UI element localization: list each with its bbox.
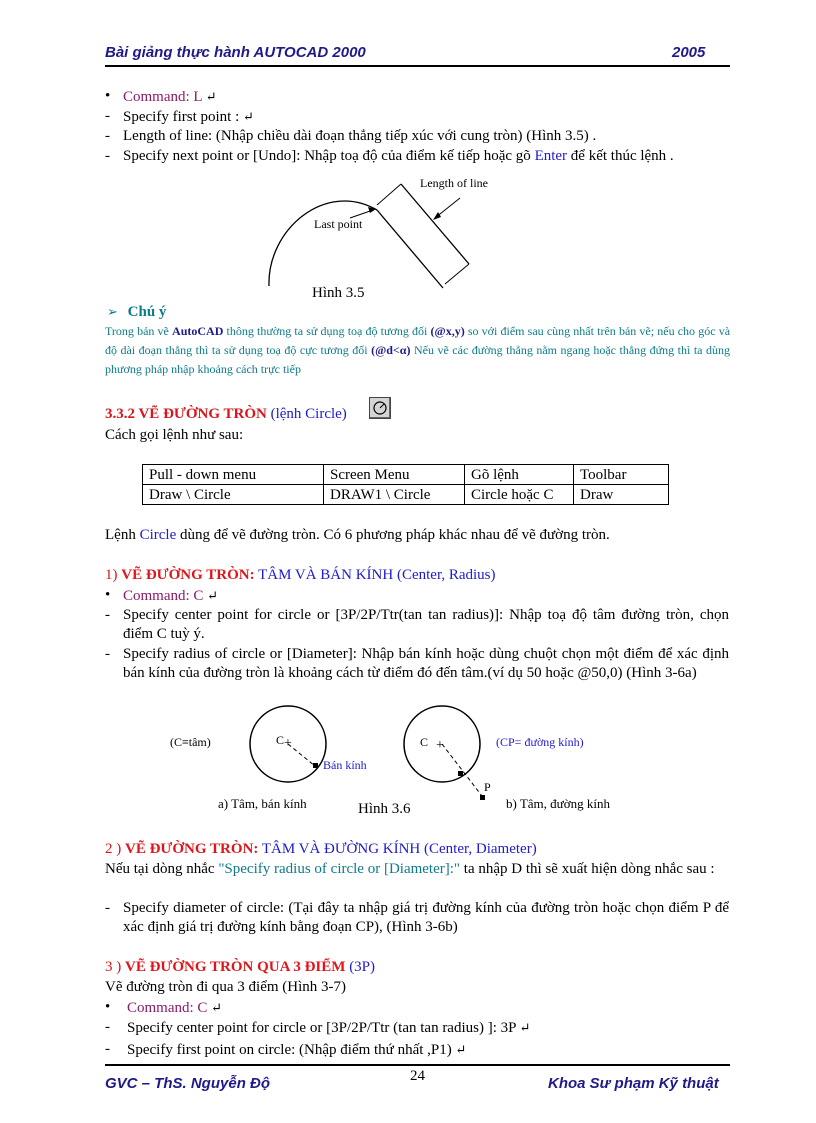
enter-symbol: ↵	[207, 588, 219, 603]
method-title-blue: (3P)	[349, 959, 376, 975]
table-cell: DRAW1 \ Circle	[324, 485, 465, 505]
section-heading	[105, 406, 347, 423]
table-cell: Draw \ Circle	[143, 485, 324, 505]
intro-b: dùng để vẽ đường tròn. Có 6 phương pháp khác nhau để vẽ đường tròn.	[179, 527, 610, 543]
method-1-title	[105, 566, 730, 585]
dash: -	[105, 1041, 110, 1057]
enter-symbol: ↵	[243, 109, 254, 124]
figure-3-6-caption: Hình 3.6	[358, 801, 411, 817]
dash: -	[105, 128, 110, 144]
note-title-text: Chú ý	[127, 304, 167, 320]
cp-label: (CP= đường kính)	[496, 735, 584, 749]
footer-rule	[105, 1064, 730, 1066]
command-line	[127, 998, 733, 1018]
enter-symbol: ↵	[519, 1020, 531, 1035]
radius-line: Specify radius of circle or [Diameter]: Nhập bán kính hoặc dùng chuột chọn một điểm để xác định bán kính của đường tròn là khoảng cách từ điểm đó đến tâm.(ví dụ 50 hoặc @50,0) (Hình 3-6a)	[123, 646, 729, 681]
arrow-head	[433, 212, 441, 220]
next-point-end: để kết thúc lệnh .	[570, 148, 674, 164]
command-table	[142, 464, 669, 505]
caption-a: a) Tâm, bán kính	[218, 796, 307, 811]
note-text: Trong bản vẽ	[105, 324, 169, 338]
table-cell: Draw	[574, 485, 669, 505]
m2-text-b: ta nhập D thì sẽ xuất hiện dòng nhắc sau :	[463, 861, 715, 877]
bullet: •	[105, 88, 111, 104]
diameter-line	[442, 744, 482, 796]
note-bold: (@d<α)	[371, 343, 411, 357]
point-p	[480, 795, 485, 800]
center-line: Specify center point for circle or [3P/2P/Ttr(tan tan radius)]: Nhập toạ độ tâm đường tròn, chọn điểm C tuỳ ý.	[123, 607, 729, 642]
enter-symbol: ↵	[455, 1042, 467, 1057]
m2-prompt: "Specify radius of circle or [Diameter]:"	[218, 861, 461, 877]
method-3-desc: Vẽ đường tròn đi qua 3 điểm (Hình 3-7)	[105, 979, 347, 995]
method-num: 1)	[105, 567, 118, 583]
intro-line	[105, 526, 730, 545]
table-row	[143, 485, 669, 505]
intro-a: Lệnh	[105, 527, 136, 543]
next-point-line	[123, 147, 729, 166]
note-text: so với điểm sau cùng nhất trên bản vẽ; nếu cho góc và độ dài đoạn thẳng thì ta sử dụng toạ độ cực tương đối	[105, 324, 731, 357]
diameter-midpoint	[458, 771, 463, 776]
method-title-blue: TÂM VÀ ĐƯỜNG KÍNH (Center, Diameter)	[261, 841, 537, 857]
footer-author: GVC – ThS. Nguyễn Độ	[105, 1075, 271, 1092]
first-point-3p-text: Specify first point on circle: (Nhập điểm thứ nhất ,P1)	[127, 1042, 452, 1058]
first-point-3p-line	[127, 1040, 733, 1060]
footer-faculty: Khoa Sư phạm Kỹ thuật	[548, 1075, 719, 1092]
note-title	[107, 304, 166, 321]
method-3-title	[105, 958, 730, 977]
method-num: 2 )	[105, 841, 122, 857]
center-3p-line	[127, 1018, 733, 1038]
method-2-text	[105, 860, 730, 879]
figure-3-5	[255, 170, 515, 310]
note-text: Nếu vẽ các đường thẳng nằm ngang hoặc thẳng đứng thì ta dùng phương pháp nhập khoảng cách trực tiếp	[105, 343, 731, 376]
table-cell: Toolbar	[574, 465, 669, 485]
note-bold: (@x,y)	[430, 324, 465, 338]
note-text: thông thường ta sử dụng toạ độ tương đối	[223, 324, 428, 338]
extension-line	[377, 184, 401, 205]
table-cell: Circle hoặc C	[465, 485, 574, 505]
command-line	[123, 87, 729, 107]
note-body	[105, 322, 730, 379]
section-title: 3.3.2 VẼ ĐƯỜNG TRÒN	[105, 406, 267, 422]
last-point-label: Last point	[314, 217, 363, 231]
section-cmd: (lệnh Circle)	[270, 406, 347, 422]
header-title: Bài giảng thực hành AUTOCAD 2000	[105, 44, 366, 61]
method-title-red: VẼ ĐƯỜNG TRÒN:	[121, 567, 255, 583]
enter-symbol: ↵	[211, 1000, 223, 1015]
enter-keyword: Enter	[534, 148, 568, 164]
note-bold: AutoCAD	[172, 324, 224, 338]
center-c-label: C	[276, 733, 285, 747]
center-3p-text: Specify center point for circle or [3P/2P/Ttr (tan tan radius) ]: 3P	[127, 1020, 516, 1036]
dash: -	[105, 646, 110, 662]
method-title-blue: TÂM VÀ BÁN KÍNH (Center, Radius)	[258, 567, 496, 583]
dash: -	[105, 900, 110, 916]
table-header-row	[143, 465, 669, 485]
p-label: P	[484, 780, 491, 794]
circle-toolbar-icon[interactable]	[369, 397, 391, 419]
dash: -	[105, 1019, 110, 1035]
intro-circle: Circle	[139, 527, 177, 543]
radius-line	[288, 744, 315, 766]
radius-endpoint	[313, 763, 318, 768]
diameter-line-text: Specify diameter of circle: (Tại đây ta nhập giá trị đường kính của đường tròn hoặc chọn điểm P để xác định giá trị đường kính bằng đoạn CP), (Hình 3-6b)	[123, 900, 729, 935]
c-equals-label: (C≡tâm)	[170, 735, 211, 749]
extension-line	[445, 264, 469, 284]
center-mark: +	[284, 736, 292, 751]
figure-3-5-caption: Hình 3.5	[312, 285, 365, 301]
next-point-text: Specify next point or [Undo]: Nhập toạ độ của điểm kế tiếp hoặc gõ	[123, 148, 531, 164]
dash: -	[105, 148, 110, 164]
bullet: •	[105, 999, 111, 1015]
dimension-line	[401, 184, 469, 264]
method-num: 3 )	[105, 959, 122, 975]
method-title-red: VẼ ĐƯỜNG TRÒN QUA 3 ĐIỂM	[125, 959, 346, 975]
method-2-title	[105, 840, 730, 859]
length-line: Length of line: (Nhập chiều dài đoạn thẳng tiếp xúc với cung tròn) (Hình 3.5) .	[123, 128, 597, 144]
table-cell: Pull - down menu	[143, 465, 324, 485]
first-point-line	[123, 107, 729, 127]
center-c2-label: C	[420, 735, 429, 749]
command-text: Command: C	[123, 588, 204, 604]
call-how: Cách gọi lệnh như sau:	[105, 427, 244, 443]
length-of-line-label: Length of line	[420, 176, 488, 190]
command-text: Command: L	[123, 89, 203, 105]
table-cell: Screen Menu	[324, 465, 465, 485]
dash: -	[105, 108, 110, 124]
command-text: Command: C	[127, 1000, 208, 1016]
enter-symbol: ↵	[205, 89, 217, 104]
header-rule	[105, 65, 730, 67]
bullet: •	[105, 587, 111, 603]
caption-b: b) Tâm, đường kính	[506, 796, 610, 811]
ban-kinh-label: Bán kính	[323, 758, 367, 772]
first-point-text: Specify first point :	[123, 109, 240, 125]
m2-text-a: Nếu tại dòng nhắc	[105, 861, 215, 877]
center-mark: +	[436, 738, 444, 753]
command-line	[123, 586, 729, 606]
page-number: 24	[410, 1068, 425, 1084]
method-title-red: VẼ ĐƯỜNG TRÒN:	[125, 841, 259, 857]
dash: -	[105, 607, 110, 623]
table-cell: Gõ lệnh	[465, 465, 574, 485]
header-year: 2005	[672, 44, 706, 61]
arrow-bullet-icon: ➢	[107, 305, 118, 320]
